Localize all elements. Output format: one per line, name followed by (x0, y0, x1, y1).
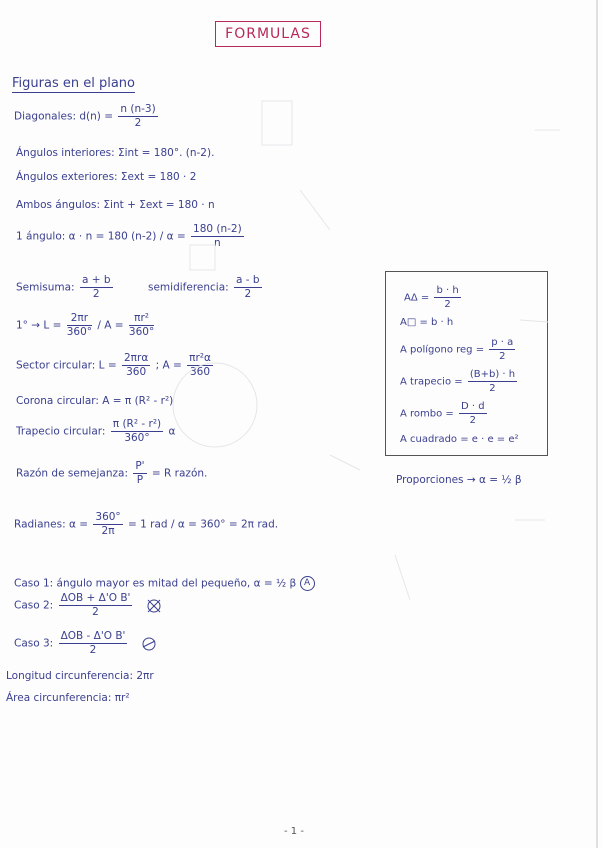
area-trapecio: A trapecio = $\frac{(B+b) \cdot h}{2}$ (400, 369, 516, 394)
page-number: - 1 - (284, 826, 304, 837)
formula-trapecio-circular: Trapecio circular: $\frac{\text{π (R² - r²)}}{360^\circ}$ α (16, 418, 176, 444)
formula-proporciones: Proporciones → α = ½ β (396, 474, 522, 486)
formula-corona-circular: Corona circular: A = π (R² - r²) (16, 395, 174, 407)
formula-un-angulo: 1 ángulo: α · n = 180 (n-2) / α = $\frac{180 (n-2)}{n}$ (16, 223, 242, 249)
formula-angulos-interiores: Ángulos interiores: Σint = 180°. (n-2). (16, 147, 215, 159)
area-rombo: A rombo = $\frac{D \cdot d}{2}$ (400, 401, 485, 426)
crossed-circle-icon (146, 598, 162, 614)
formula-longitud-circunferencia: Longitud circunferencia: 2πr (6, 670, 154, 682)
area-cuadrado: A cuadrado = e · e = e² (400, 434, 519, 445)
formula-sector-circular: Sector circular: L = $\frac{\text{2πrα}}{360}$ ; A = $\frac{\text{πr²α}}{360}$ (16, 352, 211, 378)
section-title: Figuras en el plano (12, 76, 135, 91)
formula-semidiferencia: semidiferencia: $\frac{a - b}{2}$ (148, 274, 260, 300)
area-poligono-regular: A polígono reg = $\frac{p \cdot a}{2}$ (400, 337, 514, 362)
formula-diagonales: Diagonales: d(n) = $\frac{n (n-3)}{2}$ (14, 103, 156, 129)
formula-ambos-angulos: Ambos ángulos: Σint + Σext = 180 · n (16, 199, 215, 211)
formula-un-grado: 1° → L = $\frac{2\pi r}{360^\circ}$ / A = $\frac{\text{πr²}}{360^\circ}$ (16, 312, 155, 338)
circled-a-icon: A (300, 576, 315, 591)
areas-box (385, 271, 548, 456)
area-rectangulo: A□ = b · h (400, 317, 454, 328)
formula-caso-1: Caso 1: ángulo mayor es mitad del pequeño, α = ½ β A (14, 576, 315, 591)
formula-caso-3: Caso 3: $\frac{\text{ΔOB - Δ'O B'}}{2}$ (14, 630, 157, 657)
formula-razon-semejanza: Razón de semejanza: $\frac{P'}{P}$ = R razón. (16, 460, 208, 486)
formula-caso-2: Caso 2: $\frac{\text{ΔOB + Δ'O B'}}{2}$ (14, 592, 162, 619)
formula-area-circunferencia: Área circunferencia: πr² (6, 692, 130, 704)
slashed-circle-icon (141, 636, 157, 652)
formula-radianes: Radianes: α = $\frac{360^\circ}{2\pi}$ = 1 rad / α = 360° = 2π rad. (14, 511, 279, 537)
area-triangulo: AΔ = $\frac{b \cdot h}{2}$ (404, 285, 459, 310)
page-title: FORMULAS (215, 21, 321, 47)
formula-angulos-exteriores: Ángulos exteriores: Σext = 180 · 2 (16, 171, 197, 183)
formula-semisuma: Semisuma: $\frac{a + b}{2}$ (16, 274, 111, 300)
